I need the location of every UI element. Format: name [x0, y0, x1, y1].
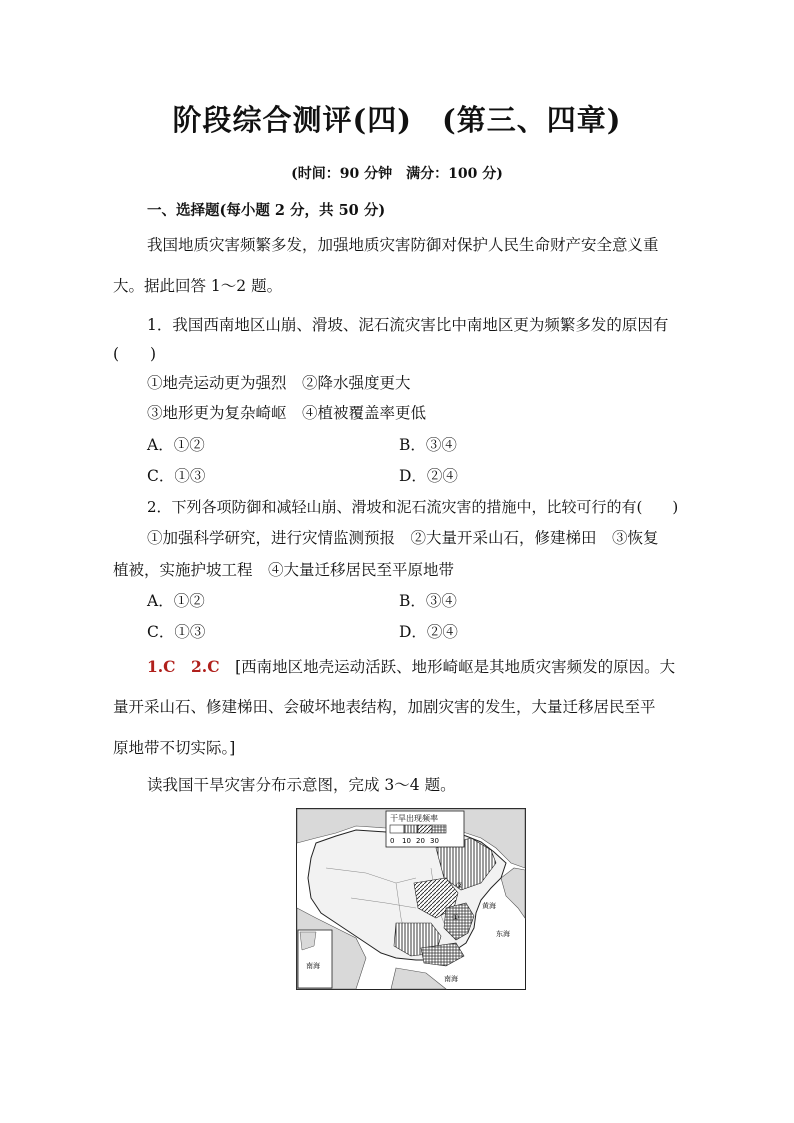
legend-tick-20: 20 [416, 837, 425, 845]
drought-distribution-map [296, 808, 526, 990]
answer-explanation-3: 原地带不切实际。] [113, 739, 236, 757]
q1-option-c: C．①③ [147, 467, 206, 485]
legend-tick-0: 0 [390, 837, 395, 845]
legend-swatch-20 [418, 825, 432, 833]
region-marker-1: ① [452, 913, 460, 922]
legend-swatch-10 [404, 825, 418, 833]
label-huanghai: 黄海 [482, 902, 496, 910]
q2-statements-2: 植被，实施护坡工程 ④大量迁移居民至平原地带 [113, 561, 455, 579]
intro-line-1: 我国地质灾害频繁多发，加强地质灾害防御对保护人民生命财产安全意义重 [147, 236, 659, 254]
intro-line-2: 大。据此回答 1～2 题。 [113, 277, 283, 295]
q2-stem: 2．下列各项防御和减轻山崩、滑坡和泥石流灾害的措施中，比较可行的有( ) [147, 498, 679, 516]
answer-explanation-1: [西南地区地壳运动活跃、地形崎岖是其地质灾害频发的原因。大 [235, 658, 676, 676]
answer-explanation-2: 量开采山石、修建梯田、会破坏地表结构，加剧灾害的发生，大量迁移居民至平 [113, 698, 656, 716]
q1-answer-blank: ( ) [113, 345, 157, 363]
legend-tick-30: 30 [430, 837, 439, 845]
label-nanhai: 南海 [444, 975, 458, 983]
q1-option-b: B．③④ [399, 436, 457, 454]
q2-option-d: D．②④ [399, 623, 458, 641]
legend-swatch-30 [432, 825, 446, 833]
q1-option-a: A．①② [147, 436, 205, 454]
label-donghai: 东海 [496, 930, 510, 938]
region-marker-2: ② [456, 881, 464, 890]
inset-sea-label: 南海 [306, 962, 320, 970]
legend-title: 干旱出现频率 [390, 814, 438, 823]
q2-option-a: A．①② [147, 592, 205, 610]
q2-statements-1: ①加强科学研究，进行灾情监测预报 ②大量开采山石，修建梯田 ③恢复 [147, 529, 659, 547]
section-heading: 一、选择题(每小题 2 分，共 50 分) [147, 202, 386, 219]
q1-stem: 1．我国西南地区山崩、滑坡、泥石流灾害比中南地区更为频繁多发的原因有 [147, 316, 669, 334]
legend-tick-10: 10 [402, 837, 411, 845]
q2-option-b: B．③④ [399, 592, 457, 610]
q1-statements-a: ①地壳运动更为强烈 ②降水强度更大 [147, 374, 411, 392]
legend-swatch-0 [390, 825, 404, 833]
answer-line-1 [147, 657, 675, 677]
intro-q3-4: 读我国干旱灾害分布示意图，完成 3～4 题。 [147, 776, 456, 794]
page-title: 阶段综合测评(四) (第三、四章) [172, 103, 622, 137]
answer-keys: 1.C 2.C [147, 657, 220, 676]
q2-option-c: C．①③ [147, 623, 206, 641]
q1-option-d: D．②④ [399, 467, 458, 485]
q1-statements-b: ③地形更为复杂崎岖 ④植被覆盖率更低 [147, 404, 427, 422]
exam-info: (时间：90 分钟 满分：100 分) [291, 166, 503, 182]
